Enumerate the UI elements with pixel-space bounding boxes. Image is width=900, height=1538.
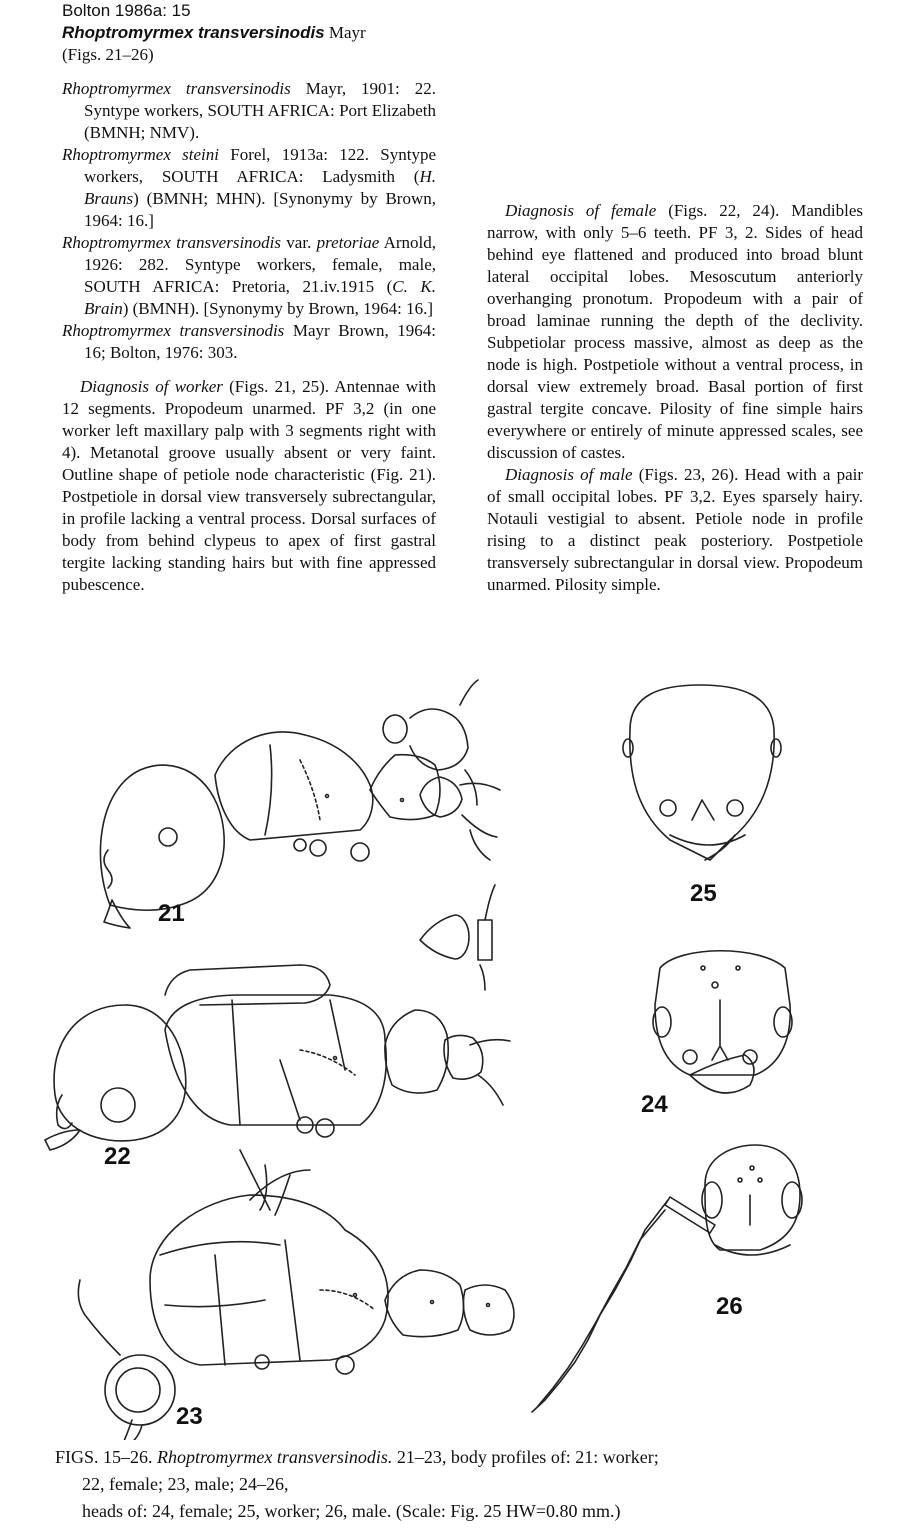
reference-line: Bolton 1986a: 15 [62,1,191,20]
figure-number-21: 21 [158,900,185,927]
figure-number-26: 26 [716,1293,743,1320]
figure-number-25: 25 [690,880,717,907]
synonym-entry: Rhoptromyrmex transversinodis Mayr Brown, 1964: 16; Bolton, 1976: 303. [62,321,436,362]
figure-caption [55,1444,845,1525]
figure-25-worker-head [623,685,781,860]
figure-number-22: 22 [104,1143,131,1170]
male-diagnosis: Diagnosis of male (Figs. 23, 26). Head with a pair of small occipital lobes. PF 3,2. Eyes sparsely hairy. Notauli vestigial to absent. Petiole node in profile rising to a distinct peak posteriory. Postpetiole transversely subrectangular in dorsal view. Propodeum unarmed. Pilosity simple. [487,465,864,594]
figure-24-female-head [653,951,792,1093]
caption-line-2: 22, female; 23, male; 24–26, [82,1474,289,1494]
figure-number-24: 24 [641,1091,668,1118]
female-diagnosis: Diagnosis of female (Figs. 22, 24). Mandibles narrow, with only 5–6 teeth. PF 3, 2. Sides of head behind eye flattened and produced into broad blunt lateral occipital lobes. Mesoscutum anteriorly overhanging pronotum. Propodeum with a pair of broad laminae running the depth of the declivity. Subpetiolar process massive, almost as deep as the node is high. Postpetiole without a ventral process, in dorsal view extremely broad. Basal portion of first gastral tergite concave. Pilosity of fine simple hairs everywhere or entirely of minute appressed scales, see discussion of castes. [487,201,864,462]
left-column [62,78,436,596]
species-name: Rhoptromyrmex transversinodis [62,23,325,42]
figure-23-male-profile [78,1150,514,1440]
figure-number-23: 23 [176,1403,203,1430]
caption-lead: FIGS. 15–26. [55,1447,153,1467]
species-author: Mayr [328,23,366,42]
figure-26-male-head [532,1145,802,1412]
right-column [487,200,863,596]
caption-taxon: Rhoptromyrmex transversinodis. [157,1447,393,1467]
synonym-entry: Rhoptromyrmex transversinodis Mayr, 1901: 22. Syntype workers, SOUTH AFRICA: Port Elizabeth (BMNH; NMV). [62,79,436,142]
species-heading [62,22,366,44]
synonym-entry: Rhoptromyrmex steini Forel, 1913a: 122. Syntype workers, SOUTH AFRICA: Ladysmith (H. Brauns) (BMNH; MHN). [Synonymy by Brown, 1964: 16.] [62,145,436,230]
caption-line-3: heads of: 24, female; 25, worker; 26, male. (Scale: Fig. 25 HW=0.80 mm.) [82,1501,621,1521]
worker-diagnosis: Diagnosis of worker (Figs. 21, 25). Antennae with 12 segments. Propodeum unarmed. PF 3,2 (in one worker left maxillary palp with 3 segments right with 4). Metanotal groove usually absent or very faint. Outline shape of petiole node characteristic (Fig. 21). Postpetiole in dorsal view transversely subrectangular, in profile lacking a ventral process. Dorsal surfaces of body from behind clypeus to apex of first gastral tergite lacking standing hairs but with fine appressed pubescence. [62,377,436,594]
synonym-entry: Rhoptromyrmex transversinodis var. pretoriae Arnold, 1926: 282. Syntype workers, female, male, SOUTH AFRICA: Pretoria, 21.iv.1915 (C. K. Brain) (BMNH). [Synonymy by Brown, 1964: 16.] [62,233,437,318]
caption-line-1: 21–23, body profiles of: 21: worker; [396,1447,659,1467]
ant-illustrations [0,660,900,1440]
figure-21-worker-profile [100,680,500,928]
figure-reference: (Figs. 21–26) [62,45,154,64]
